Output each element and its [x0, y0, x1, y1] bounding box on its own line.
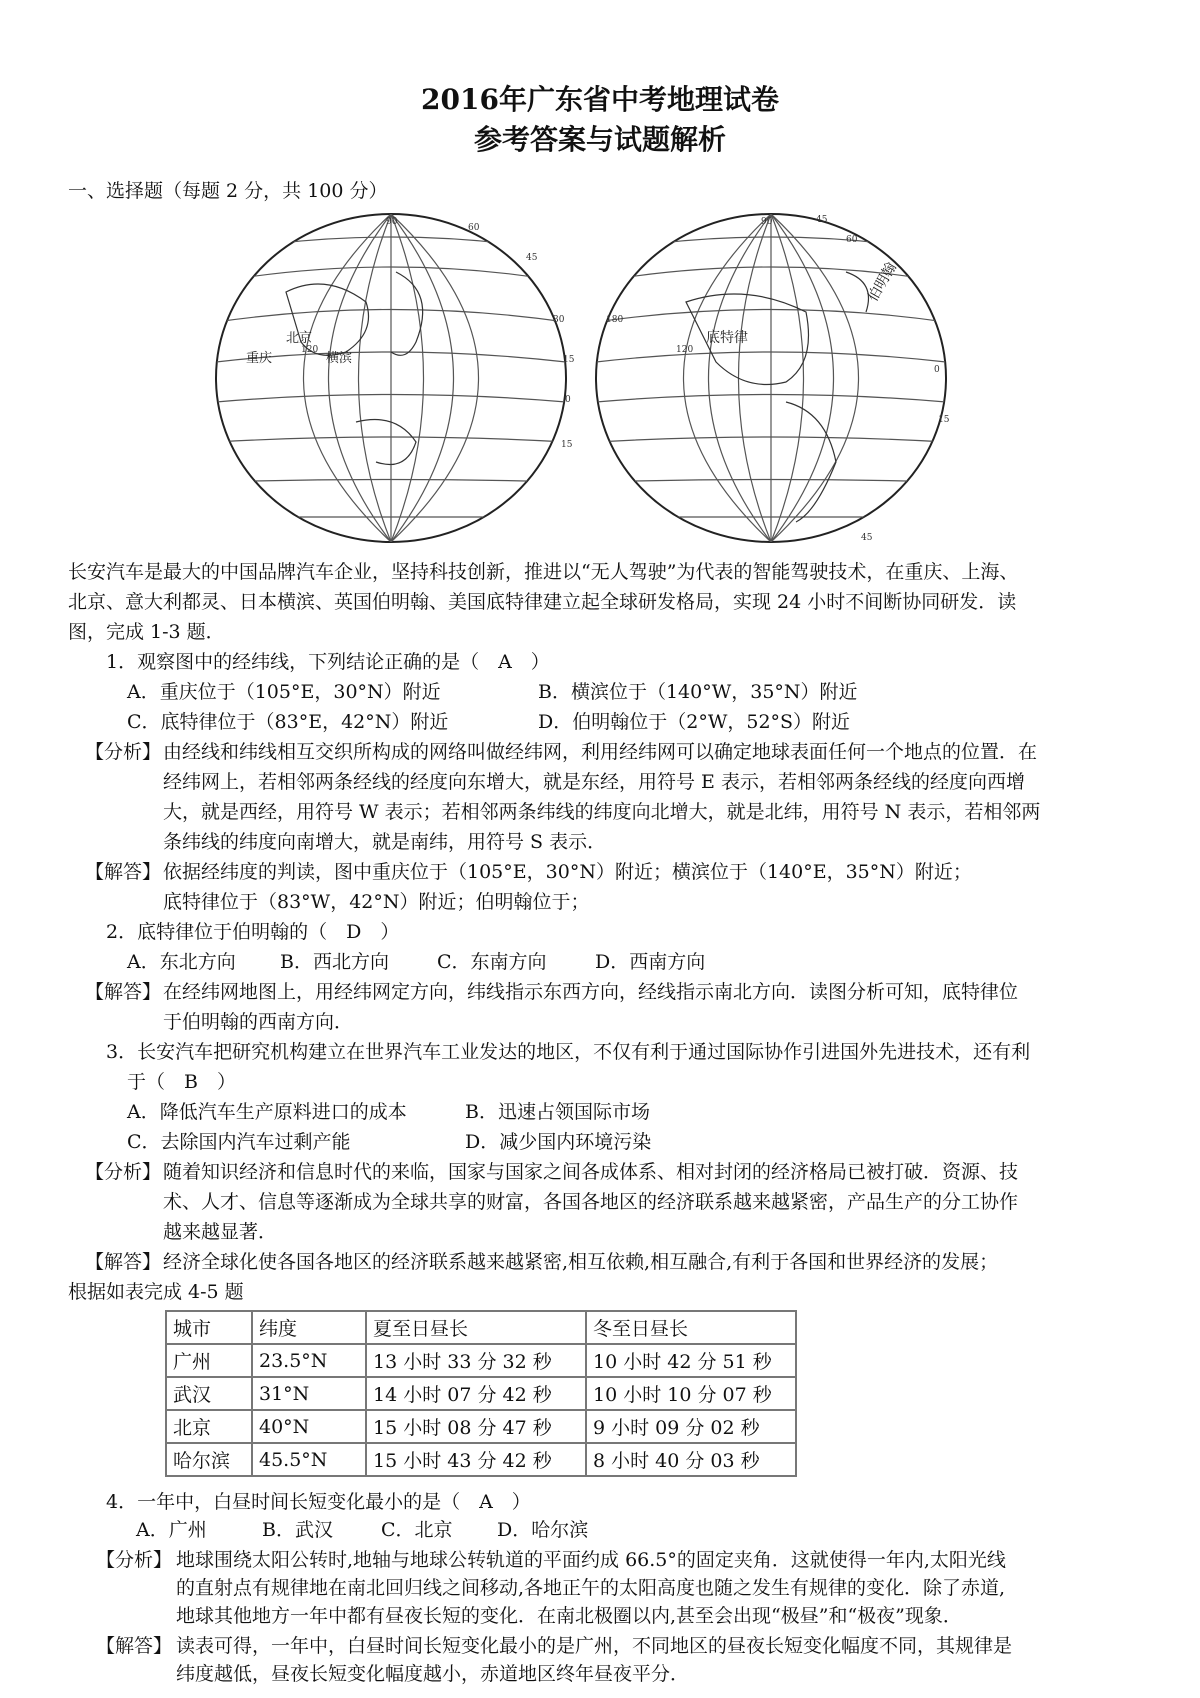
q1-option-a: A．重庆位于（105°E，30°N）附近 [127, 681, 441, 703]
table-row [166, 1410, 796, 1443]
q4-option-c: C．北京 [381, 1519, 453, 1541]
table-cell: 广州 [166, 1344, 252, 1377]
intro-line: 长安汽车是最大的中国品牌汽车企业，坚持科技创新，推进以“无人驾驶”为代表的智能驾驶技术，在重庆、上海、 [68, 561, 1019, 583]
q3-analysis-line: 术、人才、信息等逐渐成为全球共享的财富，各国各地区的经济联系越来越紧密，产品生产的分工协作 [163, 1191, 1019, 1213]
q2-answer-line: 于伯明翰的西南方向． [163, 1011, 354, 1033]
q3-analysis-line: 越来越显著． [163, 1221, 278, 1243]
q4-analysis-line: 地球围绕太阳公转时,地轴与地球公转轨道的平面约成 66.5°的固定夹角．这就使得一年内,太阳光线 [176, 1549, 1006, 1571]
q3-option-c: C．去除国内汽车过剩产能 [127, 1131, 351, 1153]
q4-option-d: D．哈尔滨 [497, 1519, 589, 1541]
q4-analysis-line: 地球其他地方一年中都有昼夜长短的变化．在南北极圈以内,甚至会出现“极昼”和“极夜”现象． [176, 1605, 962, 1627]
table-cell: 14 小时 07 分 42 秒 [366, 1377, 586, 1410]
table-cell: 23.5°N [252, 1344, 366, 1377]
table-header-cell: 纬度 [252, 1311, 366, 1344]
grid-number: 30 [553, 315, 565, 325]
table-header-cell: 冬至日昼长 [586, 1311, 796, 1344]
q2-option-c: C．东南方向 [437, 951, 547, 973]
document-title: 2016年广东省中考地理试卷 [421, 83, 779, 116]
q2-option-a: A．东北方向 [127, 951, 236, 973]
q3-analysis-tag: 【分析】 [85, 1161, 162, 1183]
q4-option-b: B．武汉 [262, 1519, 333, 1541]
q1-analysis-line: 条纬线的纬度向南增大，就是南纬，用符号 S 表示． [163, 831, 607, 853]
q3-option-a: A．降低汽车生产原料进口的成本 [127, 1101, 407, 1123]
map-label-yokohama: 横滨 [326, 351, 353, 366]
table-cell: 15 小时 08 分 47 秒 [366, 1410, 586, 1443]
q3-option-b: B．迅速占领国际市场 [465, 1101, 650, 1123]
table-header-row [166, 1311, 796, 1344]
table-row [166, 1443, 796, 1476]
table-header-cell: 城市 [166, 1311, 252, 1344]
table-cell: 9 小时 09 分 02 秒 [586, 1410, 796, 1443]
q4-analysis-tag: 【分析】 [96, 1549, 173, 1571]
q2-option-b: B．西北方向 [280, 951, 389, 973]
grid-number: 180 [606, 315, 624, 325]
question-2-stem: 2．底特律位于伯明翰的（ D ） [106, 921, 400, 943]
q1-option-b: B．横滨位于（140°W，35°N）附近 [538, 681, 858, 703]
table-cell: 哈尔滨 [166, 1443, 252, 1476]
grid-number: 120 [301, 345, 319, 355]
q1-analysis-line: 大，就是西经，用符号 W 表示；若相邻两条纬线的纬度向北增大，就是北纬，用符号 N 表示，若相邻两 [163, 801, 1041, 823]
q2-answer-line: 在经纬网地图上，用经纬网定方向，纬线指示东西方向，经线指示南北方向．读图分析可知，底特律位 [163, 981, 1019, 1003]
grid-number: 45 [861, 533, 873, 543]
grid-number: 0 [934, 365, 940, 375]
intro-line: 图，完成 1-3 题． [68, 621, 225, 643]
grid-number: 45 [816, 215, 828, 225]
grid-number: 0 [565, 395, 571, 405]
q1-answer-line: 底特律位于（83°W，42°N）附近；伯明翰位于； [163, 891, 590, 913]
intro-line: 北京、意大利都灵、日本横滨、英国伯明翰、美国底特律建立起全球研发格局，实现 24 小时不间断协同研发．读 [68, 591, 1017, 613]
document-subtitle: 参考答案与试题解析 [473, 123, 726, 156]
q2-option-d: D．西南方向 [595, 951, 706, 973]
question-3-stem-cont: 于（ B ） [127, 1071, 236, 1093]
q3-analysis-line: 随着知识经济和信息时代的来临，国家与国家之间各成体系、相对封闭的经济格局已被打破．资源、技 [163, 1161, 1019, 1183]
map-label-beijing: 北京 [286, 331, 313, 346]
q4-analysis-line: 的直射点有规律地在南北回归线之间移动,各地正午的太阳高度也随之发生有规律的变化．除了赤道, [176, 1577, 1006, 1599]
table-cell: 北京 [166, 1410, 252, 1443]
q1-answer-line: 依据经纬度的判读，图中重庆位于（105°E，30°N）附近；横滨位于（140°E，35°N）附近； [163, 861, 972, 883]
q2-answer-tag: 【解答】 [85, 981, 162, 1003]
table-cell: 15 小时 43 分 42 秒 [366, 1443, 586, 1476]
q1-analysis-line: 经纬网上，若相邻两条经线的经度向东增大，就是东经，用符号 E 表示，若相邻两条经线的经度向西增 [163, 771, 1025, 793]
daylight-table [165, 1310, 797, 1477]
table-header-cell: 夏至日昼长 [366, 1311, 586, 1344]
question-1-stem: 1．观察图中的经纬线，下列结论正确的是（ A ） [106, 651, 550, 673]
q1-analysis-line: 由经线和纬线相互交织所构成的网络叫做经纬网，利用经纬网可以确定地球表面任何一个地点的位置．在 [163, 741, 1038, 763]
question-3-stem: 3．长安汽车把研究机构建立在世界汽车工业发达的地区，不仅有利于通过国际协作引进国外先进技术，还有利 [106, 1041, 1031, 1063]
table-intro: 根据如表完成 4-5 题 [68, 1281, 244, 1303]
q1-answer-tag: 【解答】 [85, 861, 162, 883]
map-label-chongqing: 重庆 [246, 351, 273, 366]
table-cell: 40°N [252, 1410, 366, 1443]
q1-option-c: C．底特律位于（83°E，42°N）附近 [127, 711, 449, 733]
table-cell: 10 小时 42 分 51 秒 [586, 1344, 796, 1377]
q4-answer-line: 读表可得，一年中，白昼时间长短变化最小的是广州，不同地区的昼夜长短变化幅度不同，其规律是 [176, 1635, 1013, 1657]
table-cell: 8 小时 40 分 03 秒 [586, 1443, 796, 1476]
grid-number: 45 [526, 253, 538, 263]
section-heading: 一、选择题（每题 2 分，共 100 分） [68, 180, 388, 202]
q1-option-d: D．伯明翰位于（2°W，52°S）附近 [538, 711, 851, 733]
globe-map-figure [206, 212, 1006, 544]
grid-number: 60 [846, 235, 858, 245]
grid-number: 120 [676, 345, 694, 355]
eastern-globe [216, 214, 575, 542]
q3-answer-text: 经济全球化使各国各地区的经济联系越来越紧密,相互依赖,相互融合,有利于各国和世界经济的发展； [163, 1251, 999, 1273]
grid-number: 90 [761, 217, 773, 227]
q4-option-a: A．广州 [136, 1519, 207, 1541]
table-cell: 13 小时 33 分 32 秒 [366, 1344, 586, 1377]
map-label-detroit: 底特律 [706, 330, 748, 346]
grid-number: 60 [468, 223, 480, 233]
question-4-stem: 4．一年中，白昼时间长短变化最小的是（ A ） [106, 1491, 531, 1513]
table-cell: 10 小时 10 分 07 秒 [586, 1377, 796, 1410]
table-cell: 31°N [252, 1377, 366, 1410]
western-globe [596, 214, 950, 543]
q4-answer-tag: 【解答】 [96, 1635, 173, 1657]
table-cell: 武汉 [166, 1377, 252, 1410]
q1-analysis-tag: 【分析】 [85, 741, 162, 763]
q3-option-d: D．减少国内环境污染 [465, 1131, 652, 1153]
table-cell: 45.5°N [252, 1443, 366, 1476]
grid-number: 90 [386, 217, 398, 227]
table-row [166, 1344, 796, 1377]
grid-number: 15 [938, 415, 950, 425]
map-label-birmingham: 伯明翰 [865, 260, 900, 305]
grid-number: 15 [561, 440, 573, 450]
grid-number: 15 [563, 355, 575, 365]
q4-answer-line: 纬度越低，昼夜长短变化幅度越小，赤道地区终年昼夜平分． [176, 1663, 690, 1685]
q3-answer-tag: 【解答】 [85, 1251, 162, 1273]
table-row [166, 1377, 796, 1410]
